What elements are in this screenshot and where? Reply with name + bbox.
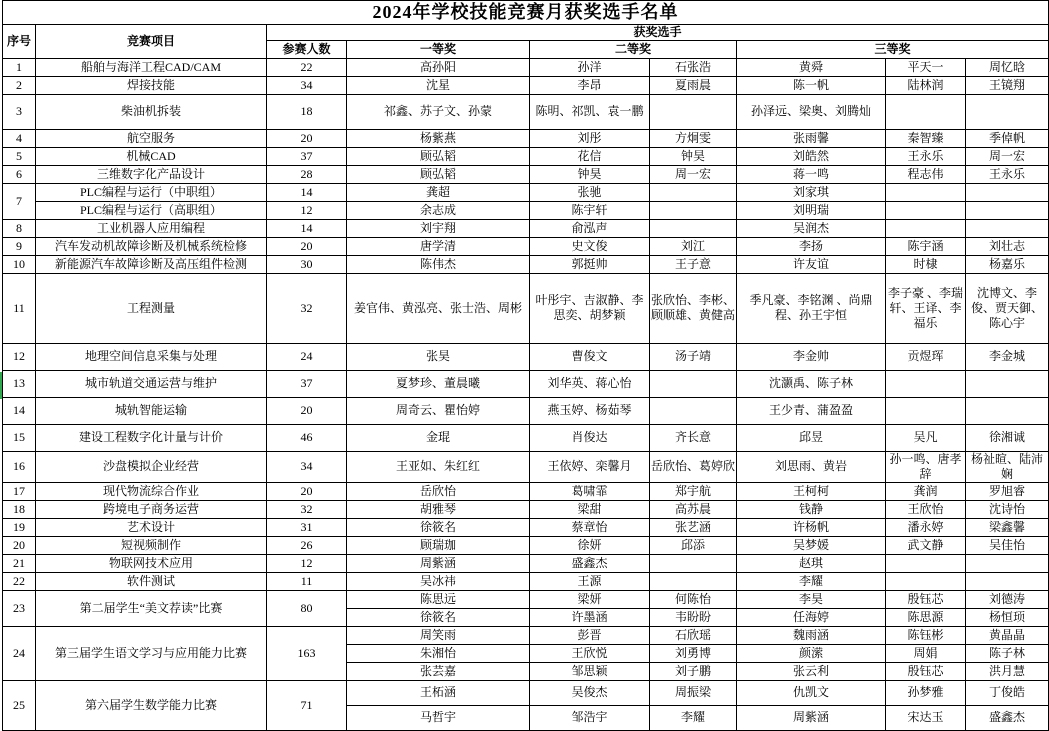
- third-prize-cell[interactable]: 刘思雨、黄岩: [737, 451, 886, 482]
- third-prize-cell[interactable]: 王欣怡: [886, 500, 966, 518]
- row-number-cell[interactable]: 19: [3, 518, 36, 536]
- third-prize-cell[interactable]: 刘德涛: [966, 590, 1049, 608]
- project-cell[interactable]: 第二届学生“美文荐读”比赛: [36, 590, 267, 626]
- third-prize-cell[interactable]: [966, 397, 1049, 424]
- participants-cell[interactable]: 37: [267, 147, 347, 165]
- third-prize-cell[interactable]: 贡煜珲: [886, 343, 966, 370]
- participants-cell[interactable]: 22: [267, 58, 347, 76]
- third-prize-cell[interactable]: 潘永婷: [886, 518, 966, 536]
- row-number-cell[interactable]: 4: [3, 129, 36, 147]
- table-row: [3, 343, 1049, 370]
- third-prize-cell[interactable]: [966, 94, 1049, 129]
- third-prize-cell[interactable]: 盛鑫杰: [966, 705, 1049, 730]
- second-prize-cell[interactable]: 许墨涵: [530, 608, 650, 626]
- participants-cell[interactable]: 37: [267, 370, 347, 397]
- third-prize-cell[interactable]: 仇凯文: [737, 680, 886, 705]
- third-prize-cell[interactable]: 钱静: [737, 500, 886, 518]
- participants-cell[interactable]: 20: [267, 129, 347, 147]
- second-prize-cell[interactable]: [650, 554, 737, 572]
- participants-cell[interactable]: 34: [267, 451, 347, 482]
- participants-cell[interactable]: 11: [267, 572, 347, 590]
- table-row: [3, 165, 1049, 183]
- row-number-cell[interactable]: 9: [3, 237, 36, 255]
- spreadsheet-area: [2, 0, 1049, 731]
- row-number-cell[interactable]: 5: [3, 147, 36, 165]
- third-prize-cell[interactable]: 周忆晗: [966, 58, 1049, 76]
- table-row: [3, 183, 1049, 201]
- first-prize-cell[interactable]: 胡雅琴: [347, 500, 530, 518]
- first-prize-cell[interactable]: 王亚如、朱红红: [347, 451, 530, 482]
- project-cell[interactable]: 建设工程数字化计量与计价: [36, 424, 267, 451]
- third-prize-cell[interactable]: 王少青、蒲盈盈: [737, 397, 886, 424]
- third-prize-cell[interactable]: [886, 219, 966, 237]
- second-prize-cell[interactable]: 张驰: [530, 183, 650, 201]
- third-prize-cell[interactable]: 张云利: [737, 662, 886, 680]
- project-cell[interactable]: 艺术设计: [36, 518, 267, 536]
- third-prize-cell[interactable]: 陈思源: [886, 608, 966, 626]
- third-prize-cell[interactable]: 吴梦媛: [737, 536, 886, 554]
- row-number-cell[interactable]: 25: [3, 680, 36, 730]
- first-prize-cell[interactable]: 徐筱名: [347, 608, 530, 626]
- table-row: [3, 451, 1049, 482]
- first-prize-cell[interactable]: 张芸嘉: [347, 662, 530, 680]
- second-prize-cell[interactable]: 邹思颖: [530, 662, 650, 680]
- second-prize-cell[interactable]: 石欣瑶: [650, 626, 737, 644]
- table-row: [3, 424, 1049, 451]
- row-number-cell[interactable]: 2: [3, 76, 36, 94]
- third-prize-cell[interactable]: 陈钰彬: [886, 626, 966, 644]
- third-prize-cell[interactable]: 平天一: [886, 58, 966, 76]
- project-cell[interactable]: 现代物流综合作业: [36, 482, 267, 500]
- third-prize-cell[interactable]: 周娟: [886, 644, 966, 662]
- second-prize-cell[interactable]: [650, 201, 737, 219]
- table-header: [3, 1, 1049, 59]
- second-prize-cell[interactable]: 郭挺帅: [530, 255, 650, 273]
- second-prize-cell[interactable]: [650, 397, 737, 424]
- third-prize-cell[interactable]: 孙泽远、梁奥、刘腾灿: [737, 94, 886, 129]
- third-prize-cell[interactable]: 孙梦雅: [886, 680, 966, 705]
- second-prize-cell[interactable]: 刘勇博: [650, 644, 737, 662]
- third-prize-cell[interactable]: [886, 370, 966, 397]
- third-prize-cell[interactable]: [966, 554, 1049, 572]
- third-prize-cell[interactable]: 蒋一鸣: [737, 165, 886, 183]
- third-prize-cell[interactable]: 李子豪 、李瑞轩、王译、李福乐: [886, 273, 966, 343]
- project-cell[interactable]: 短视频制作: [36, 536, 267, 554]
- third-prize-cell[interactable]: 刘明瑞: [737, 201, 886, 219]
- row-number-cell[interactable]: 6: [3, 165, 36, 183]
- second-prize-cell[interactable]: 周振梁: [650, 680, 737, 705]
- participants-cell[interactable]: 20: [267, 237, 347, 255]
- third-prize-cell[interactable]: 陈子林: [966, 644, 1049, 662]
- first-prize-cell[interactable]: 周奇云、瞿怡婷: [347, 397, 530, 424]
- third-prize-cell[interactable]: 王永乐: [966, 165, 1049, 183]
- second-prize-cell[interactable]: 王子意: [650, 255, 737, 273]
- third-prize-cell[interactable]: 杨嘉乐: [966, 255, 1049, 273]
- second-prize-cell[interactable]: 葛啸霏: [530, 482, 650, 500]
- second-prize-cell[interactable]: 夏雨晨: [650, 76, 737, 94]
- row-number-cell[interactable]: 13: [3, 370, 36, 397]
- third-prize-cell[interactable]: 时棣: [886, 255, 966, 273]
- second-prize-cell[interactable]: 叶彤宇、吉淑静、李思奕、胡梦颖: [530, 273, 650, 343]
- third-prize-cell[interactable]: 季倬帆: [966, 129, 1049, 147]
- table-row: [3, 219, 1049, 237]
- project-cell[interactable]: 城市轨道交通运营与维护: [36, 370, 267, 397]
- project-cell[interactable]: 第六届学生数学能力比赛: [36, 680, 267, 730]
- third-prize-cell[interactable]: 王永乐: [886, 147, 966, 165]
- participants-cell[interactable]: 14: [267, 183, 347, 201]
- first-prize-cell[interactable]: 顾弘韬: [347, 147, 530, 165]
- participants-cell[interactable]: 18: [267, 94, 347, 129]
- third-prize-cell[interactable]: 丁俊皓: [966, 680, 1049, 705]
- row-number-cell[interactable]: 20: [3, 536, 36, 554]
- second-prize-cell[interactable]: 刘江: [650, 237, 737, 255]
- second-prize-cell[interactable]: 汤子靖: [650, 343, 737, 370]
- second-prize-cell[interactable]: 钟昊: [530, 165, 650, 183]
- row-number-cell[interactable]: 17: [3, 482, 36, 500]
- second-prize-cell[interactable]: 李耀: [650, 705, 737, 730]
- first-prize-cell[interactable]: 陈伟杰: [347, 255, 530, 273]
- table-row: [3, 626, 1049, 644]
- third-prize-cell[interactable]: 许友谊: [737, 255, 886, 273]
- third-prize-cell[interactable]: 徐湘诚: [966, 424, 1049, 451]
- project-cell[interactable]: 跨境电子商务运营: [36, 500, 267, 518]
- third-prize-cell[interactable]: 沈灏禹、陈子林: [737, 370, 886, 397]
- third-prize-cell[interactable]: [966, 201, 1049, 219]
- first-prize-cell[interactable]: 祁鑫、苏子文、孙蒙: [347, 94, 530, 129]
- third-prize-cell[interactable]: [886, 572, 966, 590]
- second-prize-cell[interactable]: 郑宇航: [650, 482, 737, 500]
- second-prize-cell[interactable]: 钟昊: [650, 147, 737, 165]
- table-row: [3, 680, 1049, 705]
- first-prize-cell[interactable]: 周笑雨: [347, 626, 530, 644]
- header-third-prize[interactable]: 三等奖: [737, 40, 1049, 58]
- third-prize-cell[interactable]: 罗旭睿: [966, 482, 1049, 500]
- row-number-cell[interactable]: 22: [3, 572, 36, 590]
- table-row: [3, 536, 1049, 554]
- third-prize-cell[interactable]: 吴润杰: [737, 219, 886, 237]
- third-prize-cell[interactable]: 沈博文、李俊、贾天御、陈心宇: [966, 273, 1049, 343]
- second-prize-cell[interactable]: 韦盼盼: [650, 608, 737, 626]
- first-prize-cell[interactable]: 夏梦珍、董晨曦: [347, 370, 530, 397]
- first-prize-cell[interactable]: 马哲宇: [347, 705, 530, 730]
- third-prize-cell[interactable]: 殷钰芯: [886, 662, 966, 680]
- second-prize-cell[interactable]: 徐妍: [530, 536, 650, 554]
- first-prize-cell[interactable]: 龚超: [347, 183, 530, 201]
- project-cell[interactable]: 三维数字化产品设计: [36, 165, 267, 183]
- table-row: [3, 482, 1049, 500]
- participants-cell[interactable]: 14: [267, 219, 347, 237]
- table-row: [3, 273, 1049, 343]
- second-prize-cell[interactable]: [650, 183, 737, 201]
- first-prize-cell[interactable]: 朱湘怡: [347, 644, 530, 662]
- first-prize-cell[interactable]: 顾瑞珈: [347, 536, 530, 554]
- third-prize-cell[interactable]: 杨恒顼: [966, 608, 1049, 626]
- first-prize-cell[interactable]: 杨紫燕: [347, 129, 530, 147]
- third-prize-cell[interactable]: 季凡豪、李铭渊 、尚鼎程、孙王宇恒: [737, 273, 886, 343]
- third-prize-cell[interactable]: 洪月慧: [966, 662, 1049, 680]
- project-cell[interactable]: PLC编程与运行（中职组）: [36, 183, 267, 201]
- first-prize-cell[interactable]: 顾弘韬: [347, 165, 530, 183]
- second-prize-cell[interactable]: 王依婷、栾馨月: [530, 451, 650, 482]
- table-row: [3, 590, 1049, 608]
- first-prize-cell[interactable]: 张昊: [347, 343, 530, 370]
- row-number-cell[interactable]: 7: [3, 183, 36, 219]
- third-prize-cell[interactable]: 李昊: [737, 590, 886, 608]
- third-prize-cell[interactable]: 程志伟: [886, 165, 966, 183]
- row-number-cell[interactable]: 8: [3, 219, 36, 237]
- second-prize-cell[interactable]: 岳欣怡、葛婷欣: [650, 451, 737, 482]
- project-cell[interactable]: 工程测量: [36, 273, 267, 343]
- table-row: [3, 58, 1049, 76]
- third-prize-cell[interactable]: 任海婷: [737, 608, 886, 626]
- second-prize-cell[interactable]: [650, 219, 737, 237]
- second-prize-cell[interactable]: 高苏晨: [650, 500, 737, 518]
- table-row: [3, 255, 1049, 273]
- third-prize-cell[interactable]: 殷钰芯: [886, 590, 966, 608]
- participants-cell[interactable]: 80: [267, 590, 347, 626]
- first-prize-cell[interactable]: 姜官伟、黄泓亮、张士浩、周彬: [347, 273, 530, 343]
- third-prize-cell[interactable]: 秦智臻: [886, 129, 966, 147]
- second-prize-cell[interactable]: [650, 94, 737, 129]
- third-prize-cell[interactable]: 王镜翔: [966, 76, 1049, 94]
- participants-cell[interactable]: 34: [267, 76, 347, 94]
- third-prize-cell[interactable]: 魏雨涵: [737, 626, 886, 644]
- first-prize-cell[interactable]: 周紫涵: [347, 554, 530, 572]
- project-cell[interactable]: 新能源汽车故障诊断及高压组件检测: [36, 255, 267, 273]
- participants-cell[interactable]: 24: [267, 343, 347, 370]
- first-prize-cell[interactable]: 金琨: [347, 424, 530, 451]
- third-prize-cell[interactable]: [886, 201, 966, 219]
- second-prize-cell[interactable]: 邹浩宇: [530, 705, 650, 730]
- row-number-cell[interactable]: 18: [3, 500, 36, 518]
- third-prize-cell[interactable]: [966, 183, 1049, 201]
- third-prize-cell[interactable]: 武文静: [886, 536, 966, 554]
- table-row: [3, 518, 1049, 536]
- second-prize-cell[interactable]: 梁甜: [530, 500, 650, 518]
- third-prize-cell[interactable]: 黄舜: [737, 58, 886, 76]
- table-body: [3, 58, 1049, 730]
- third-prize-cell[interactable]: 宋达玉: [886, 705, 966, 730]
- row-number-cell[interactable]: 15: [3, 424, 36, 451]
- third-prize-cell[interactable]: 王柯柯: [737, 482, 886, 500]
- second-prize-cell[interactable]: 吴俊杰: [530, 680, 650, 705]
- second-prize-cell[interactable]: 曹俊文: [530, 343, 650, 370]
- project-cell[interactable]: 航空服务: [36, 129, 267, 147]
- third-prize-cell[interactable]: [966, 219, 1049, 237]
- table-row: [3, 76, 1049, 94]
- third-prize-cell[interactable]: 吴凡: [886, 424, 966, 451]
- project-cell[interactable]: 机械CAD: [36, 147, 267, 165]
- table-row: [3, 500, 1049, 518]
- row-number-cell[interactable]: 1: [3, 58, 36, 76]
- table-row: [3, 201, 1049, 219]
- second-prize-cell[interactable]: 刘子鹏: [650, 662, 737, 680]
- second-prize-cell[interactable]: 李昂: [530, 76, 650, 94]
- second-prize-cell[interactable]: 肖俊达: [530, 424, 650, 451]
- header-project[interactable]: 竞赛项目: [36, 24, 267, 58]
- project-cell[interactable]: 船舶与海洋工程CAD/CAM: [36, 58, 267, 76]
- third-prize-cell[interactable]: [886, 183, 966, 201]
- third-prize-cell[interactable]: [966, 572, 1049, 590]
- table-row: [3, 94, 1049, 129]
- second-prize-cell[interactable]: 陈宇轩: [530, 201, 650, 219]
- second-prize-cell[interactable]: 石张浩: [650, 58, 737, 76]
- third-prize-cell[interactable]: 刘皓然: [737, 147, 886, 165]
- project-cell[interactable]: 汽车发动机故障诊断及机械系统检修: [36, 237, 267, 255]
- second-prize-cell[interactable]: 张欣怡、李彬、顾顺雄、黄健高: [650, 273, 737, 343]
- project-cell[interactable]: 焊接技能: [36, 76, 267, 94]
- participants-cell[interactable]: 12: [267, 554, 347, 572]
- first-prize-cell[interactable]: 余志成: [347, 201, 530, 219]
- participants-cell[interactable]: 32: [267, 500, 347, 518]
- second-prize-cell[interactable]: 蔡章怡: [530, 518, 650, 536]
- third-prize-cell[interactable]: 吴佳怡: [966, 536, 1049, 554]
- row-number-cell[interactable]: 16: [3, 451, 36, 482]
- table-row: [3, 129, 1049, 147]
- row-number-cell[interactable]: 21: [3, 554, 36, 572]
- third-prize-cell[interactable]: 李金城: [966, 343, 1049, 370]
- second-prize-cell[interactable]: 王欣悦: [530, 644, 650, 662]
- second-prize-cell[interactable]: 孙洋: [530, 58, 650, 76]
- participants-cell[interactable]: 28: [267, 165, 347, 183]
- table-row: [3, 572, 1049, 590]
- first-prize-cell[interactable]: 刘宇翔: [347, 219, 530, 237]
- first-prize-cell[interactable]: 王柘涵: [347, 680, 530, 705]
- table-row: [3, 370, 1049, 397]
- participants-cell[interactable]: 163: [267, 626, 347, 680]
- second-prize-cell[interactable]: 彭晋: [530, 626, 650, 644]
- second-prize-cell[interactable]: 梁妍: [530, 590, 650, 608]
- second-prize-cell[interactable]: 邱添: [650, 536, 737, 554]
- participants-cell[interactable]: 26: [267, 536, 347, 554]
- first-prize-cell[interactable]: 徐筱名: [347, 518, 530, 536]
- header-first-prize[interactable]: 一等奖: [347, 40, 530, 58]
- third-prize-cell[interactable]: 陈宇涵: [886, 237, 966, 255]
- second-prize-cell[interactable]: 燕玉婷、杨茹琴: [530, 397, 650, 424]
- third-prize-cell[interactable]: 杨祉暄、陆沛娴: [966, 451, 1049, 482]
- table-row: [3, 237, 1049, 255]
- first-prize-cell[interactable]: 高孙阳: [347, 58, 530, 76]
- second-prize-cell[interactable]: 周一宏: [650, 165, 737, 183]
- header-winners[interactable]: 获奖选手: [267, 24, 1049, 40]
- first-prize-cell[interactable]: 唐学清: [347, 237, 530, 255]
- participants-cell[interactable]: 12: [267, 201, 347, 219]
- third-prize-cell[interactable]: 孙一鸣、唐孝辞: [886, 451, 966, 482]
- third-prize-cell[interactable]: [886, 554, 966, 572]
- table-row: [3, 397, 1049, 424]
- participants-cell[interactable]: 31: [267, 518, 347, 536]
- row-number-cell[interactable]: 14: [3, 397, 36, 424]
- third-prize-cell[interactable]: 沈诗怡: [966, 500, 1049, 518]
- third-prize-cell[interactable]: [886, 397, 966, 424]
- project-cell[interactable]: 柴油机拆装: [36, 94, 267, 129]
- participants-cell[interactable]: 20: [267, 397, 347, 424]
- row-number-cell[interactable]: 10: [3, 255, 36, 273]
- table-row: [3, 554, 1049, 572]
- header-participants[interactable]: 参赛人数: [267, 40, 347, 58]
- third-prize-cell[interactable]: 许杨帆: [737, 518, 886, 536]
- third-prize-cell[interactable]: [886, 94, 966, 129]
- second-prize-cell[interactable]: 盛鑫杰: [530, 554, 650, 572]
- project-cell[interactable]: 沙盘模拟企业经营: [36, 451, 267, 482]
- third-prize-cell[interactable]: 邱昱: [737, 424, 886, 451]
- second-prize-cell[interactable]: 陈明、祁凯、袁一鹏: [530, 94, 650, 129]
- participants-cell[interactable]: 46: [267, 424, 347, 451]
- third-prize-cell[interactable]: 刘壮志: [966, 237, 1049, 255]
- project-cell[interactable]: 工业机器人应用编程: [36, 219, 267, 237]
- header-second-prize[interactable]: 二等奖: [530, 40, 737, 58]
- row-number-cell[interactable]: 23: [3, 590, 36, 626]
- participants-cell[interactable]: 32: [267, 273, 347, 343]
- first-prize-cell[interactable]: 陈思远: [347, 590, 530, 608]
- third-prize-cell[interactable]: 陈一帆: [737, 76, 886, 94]
- participants-cell[interactable]: 30: [267, 255, 347, 273]
- first-prize-cell[interactable]: 吴冰祎: [347, 572, 530, 590]
- second-prize-cell[interactable]: 张艺涵: [650, 518, 737, 536]
- second-prize-cell[interactable]: [650, 572, 737, 590]
- row-number-cell[interactable]: 24: [3, 626, 36, 680]
- third-prize-cell[interactable]: 颜潆: [737, 644, 886, 662]
- first-prize-cell[interactable]: 岳欣怡: [347, 482, 530, 500]
- second-prize-cell[interactable]: 王源: [530, 572, 650, 590]
- project-cell[interactable]: 软件测试: [36, 572, 267, 590]
- header-no[interactable]: 序号: [3, 24, 36, 58]
- third-prize-cell[interactable]: 李金帅: [737, 343, 886, 370]
- third-prize-cell[interactable]: 张雨馨: [737, 129, 886, 147]
- project-cell[interactable]: PLC编程与运行（高职组）: [36, 201, 267, 219]
- third-prize-cell[interactable]: 周紫涵: [737, 705, 886, 730]
- first-prize-cell[interactable]: 沈星: [347, 76, 530, 94]
- third-prize-cell[interactable]: 刘家琪: [737, 183, 886, 201]
- second-prize-cell[interactable]: 史文俊: [530, 237, 650, 255]
- row-number-cell[interactable]: 11: [3, 273, 36, 343]
- participants-cell[interactable]: 71: [267, 680, 347, 730]
- row-number-cell[interactable]: 3: [3, 94, 36, 129]
- project-cell[interactable]: 地理空间信息采集与处理: [36, 343, 267, 370]
- third-prize-cell[interactable]: 李扬: [737, 237, 886, 255]
- second-prize-cell[interactable]: 花信: [530, 147, 650, 165]
- second-prize-cell[interactable]: 方炯雯: [650, 129, 737, 147]
- third-prize-cell[interactable]: 陆林润: [886, 76, 966, 94]
- second-prize-cell[interactable]: 何陈怡: [650, 590, 737, 608]
- project-cell[interactable]: 物联网技术应用: [36, 554, 267, 572]
- second-prize-cell[interactable]: [650, 370, 737, 397]
- participants-cell[interactable]: 20: [267, 482, 347, 500]
- project-cell[interactable]: 第三届学生语文学习与应用能力比赛: [36, 626, 267, 680]
- second-prize-cell[interactable]: 刘华英、蒋心怡: [530, 370, 650, 397]
- third-prize-cell[interactable]: 赵琪: [737, 554, 886, 572]
- third-prize-cell[interactable]: 黄晶晶: [966, 626, 1049, 644]
- project-cell[interactable]: 城轨智能运输: [36, 397, 267, 424]
- awards-table: [2, 0, 1049, 731]
- table-row: [3, 147, 1049, 165]
- third-prize-cell[interactable]: 周一宏: [966, 147, 1049, 165]
- third-prize-cell[interactable]: 李耀: [737, 572, 886, 590]
- third-prize-cell[interactable]: 龚润: [886, 482, 966, 500]
- second-prize-cell[interactable]: 俞泓声: [530, 219, 650, 237]
- row-number-cell[interactable]: 12: [3, 343, 36, 370]
- page-title[interactable]: 2024年学校技能竞赛月获奖选手名单: [3, 1, 1049, 25]
- third-prize-cell[interactable]: 梁鑫馨: [966, 518, 1049, 536]
- second-prize-cell[interactable]: 刘彤: [530, 129, 650, 147]
- third-prize-cell[interactable]: [966, 370, 1049, 397]
- second-prize-cell[interactable]: 齐长意: [650, 424, 737, 451]
